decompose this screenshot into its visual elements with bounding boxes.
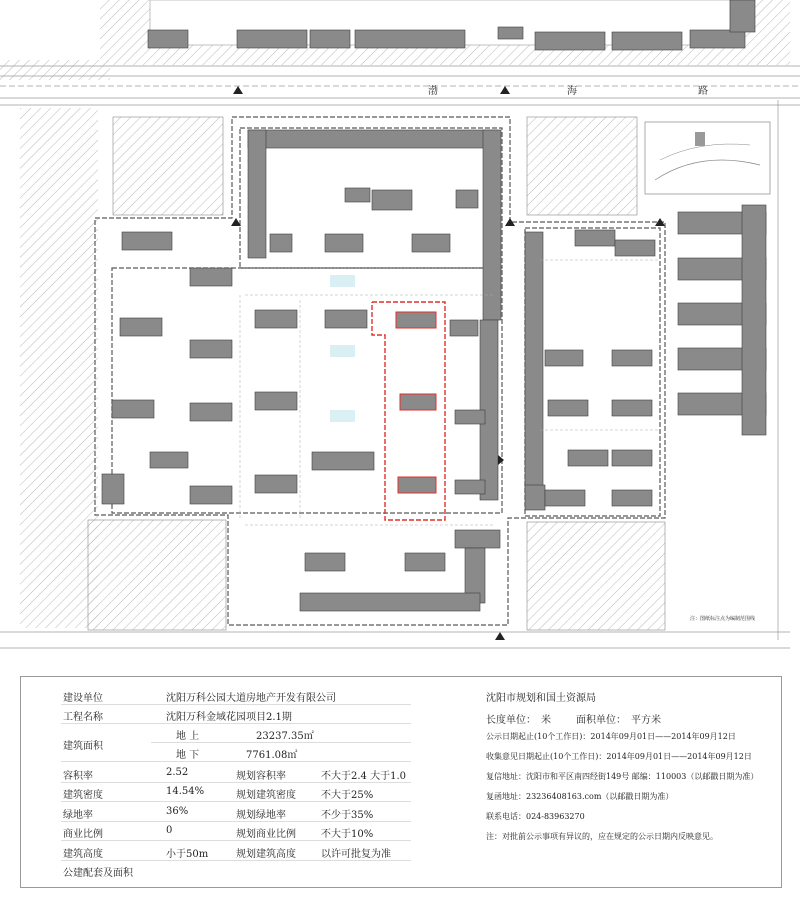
road-name-char-1: 渤: [428, 86, 438, 97]
project-name-value: 沈阳万科金域花园项目2.1期: [166, 712, 292, 723]
green-ratio-plan-value: 不少于35%: [321, 810, 374, 821]
height-plan-label: 规划建筑高度: [236, 849, 296, 860]
green-ratio-value: 36%: [166, 806, 189, 817]
above-ground-label: 地 上: [176, 731, 200, 742]
density-label: 建筑密度: [63, 790, 103, 801]
builder-label: 建设单位: [63, 693, 103, 704]
length-unit-label: 长度单位：: [486, 715, 536, 726]
height-value: 小于50m: [166, 849, 209, 860]
publicity-notice: [486, 685, 776, 880]
notice-org: 沈阳市规划和国土资源局: [486, 693, 596, 704]
floor-area-label: 建筑面积: [63, 741, 103, 752]
length-unit-value: 米: [541, 715, 551, 726]
density-plan-value: 不大于25%: [321, 790, 374, 801]
project-info-table: [61, 685, 411, 880]
hatched-lot-se: [527, 522, 665, 630]
road-name-char-2: 海: [567, 86, 577, 97]
below-ground-value: 7761.08㎡: [246, 750, 298, 761]
area-unit-label: 面积单位：: [576, 715, 626, 726]
hatched-lot-nw: [113, 117, 223, 215]
above-ground-value: 23237.35㎡: [256, 731, 314, 742]
commercial-ratio-plan-value: 不大于10%: [321, 829, 374, 840]
far-plan-label: 规划容积率: [236, 771, 286, 782]
hatched-lot-sw: [88, 520, 226, 630]
far-plan-value: 不大于2.4 大于1.0: [321, 771, 406, 782]
contact-phone: 联系电话：024-83963270: [486, 812, 585, 821]
green-ratio-plan-label: 规划绿地率: [236, 810, 286, 821]
height-plan-value: 以许可批复为准: [321, 849, 391, 860]
height-label: 建筑高度: [63, 849, 103, 860]
facilities-label: 公建配套及面积: [63, 868, 133, 879]
density-plan-label: 规划建筑密度: [236, 790, 296, 801]
far-label: 容积率: [63, 771, 93, 782]
info-panel: [20, 676, 782, 888]
email-address: 复函地址：23236408163.com（以邮戳日期为准）: [486, 792, 674, 801]
builder-value: 沈阳万科公园大道房地产开发有限公司: [166, 693, 336, 704]
commercial-ratio-value: 0: [166, 825, 173, 836]
feedback-period: 收集意见日期起止(10个工作日)：2014年09月01日——2014年09月12日: [486, 752, 752, 761]
commercial-ratio-plan-label: 规划商业比例: [236, 829, 296, 840]
legend-note: 注：图纸标注点为编制范围线: [690, 616, 756, 622]
commercial-ratio-label: 商业比例: [63, 829, 103, 840]
notice-remark: 注：对批前公示事项有异议的，应在规定的公示日期内反映意见。: [486, 832, 718, 841]
road-name-char-3: 路: [698, 86, 708, 97]
density-value: 14.54%: [166, 786, 205, 797]
hatched-lot-ne: [527, 117, 637, 215]
below-ground-label: 地 下: [176, 750, 200, 761]
green-ratio-label: 绿地率: [63, 810, 93, 821]
area-unit-value: 平方米: [631, 715, 661, 726]
hatched-lot-w: [20, 108, 98, 628]
project-name-label: 工程名称: [63, 712, 103, 723]
far-value: 2.52: [166, 767, 189, 778]
mail-address: 复信地址：沈阳市和平区南四经街149号 邮编：110003（以邮戳日期为准）: [486, 772, 759, 781]
publicity-period: 公示日期起止(10个工作日)：2014年09月01日——2014年09月12日: [486, 732, 736, 741]
